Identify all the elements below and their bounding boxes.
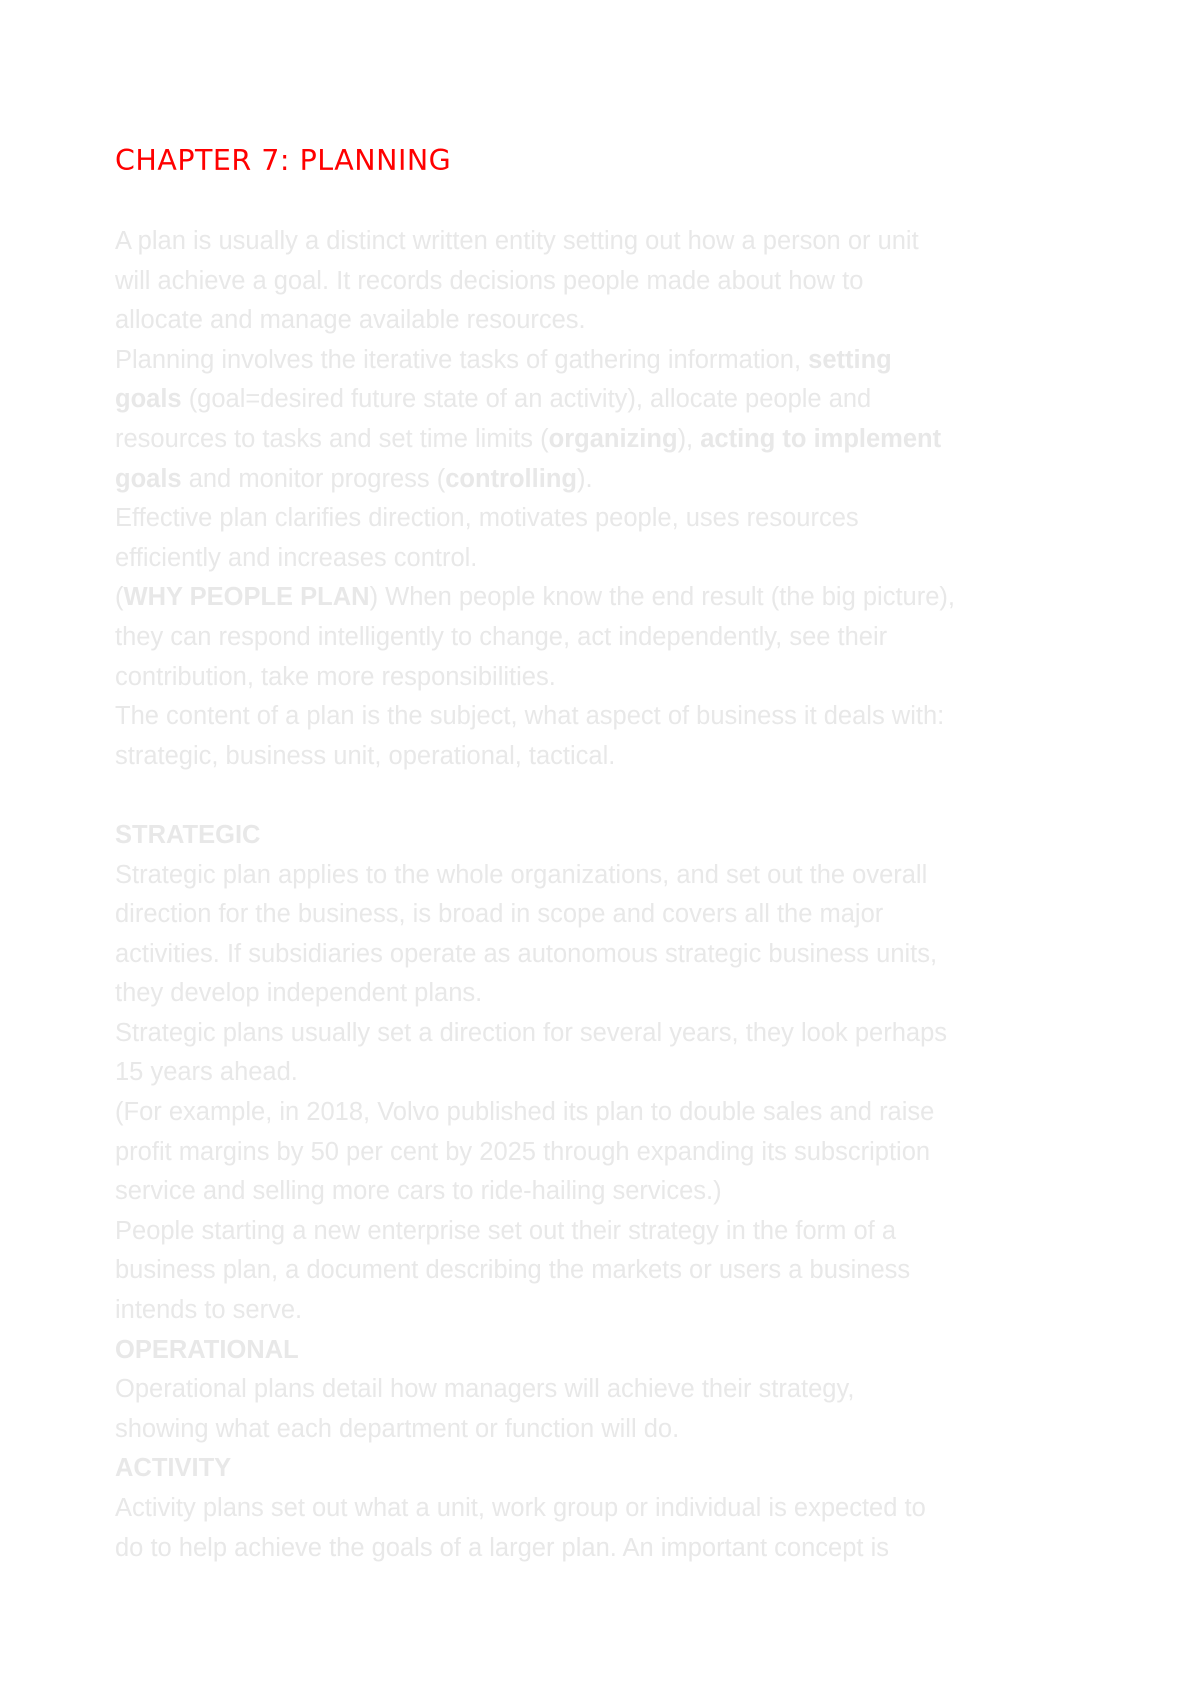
text-run: do to help achieve the goals of a larger plan. An important concept is [115,1533,889,1562]
text-line [115,974,1125,1014]
text-line [115,1489,1125,1529]
text-run: strategic, business unit, operational, tactical. [115,741,616,770]
text-run: Strategic plans usually set a direction for several years, they look perhaps [115,1018,948,1047]
bold-term: goals [115,385,182,414]
blank-line [115,776,1125,816]
text-run: profit margins by 50 per cent by 2025 through expanding its subscription [115,1137,931,1166]
text-run: they can respond intelligently to change, act independently, see their [115,622,888,651]
bold-term: controlling [445,464,577,493]
text-line [115,816,1125,856]
bold-term: STRATEGIC [115,820,261,849]
text-run: resources to tasks and set time limits ( [115,424,549,453]
text-line [115,578,1125,618]
bold-term: acting to implement [700,424,942,453]
text-run: service and selling more cars to ride-hailing services.) [115,1177,722,1206]
text-line [115,856,1125,896]
text-line [115,460,1125,500]
text-line [115,935,1125,975]
bold-term: OPERATIONAL [115,1335,299,1364]
text-run: A plan is usually a distinct written entity setting out how a person or unit [115,227,919,255]
bold-term: ACTIVITY [115,1454,232,1483]
text-line [115,1291,1125,1331]
bold-term: WHY PEOPLE PLAN [123,583,370,612]
text-run: intends to serve. [115,1296,303,1325]
text-line [115,380,1125,420]
text-line [115,1529,1125,1569]
text-run: business plan, a document describing the markets or users a business [115,1256,911,1285]
text-line [115,1331,1125,1371]
text-run: Strategic plan applies to the whole organizations, and set out the overall [115,860,928,889]
text-run: Planning involves the iterative tasks of gathering information, [115,345,809,374]
text-line [115,499,1125,539]
text-line [115,1251,1125,1291]
bold-term: organizing [548,424,678,453]
text-line [115,697,1125,737]
text-line [115,1093,1125,1133]
text-line [115,222,1125,262]
text-line [115,618,1125,658]
text-run: People starting a new enterprise set out their strategy in the form of a [115,1216,896,1245]
text-run: ( [115,583,124,612]
text-line [115,1172,1125,1212]
text-run: showing what each department or function will do. [115,1414,680,1443]
text-line [115,1014,1125,1054]
text-line [115,1133,1125,1173]
text-line [115,1410,1125,1450]
text-line [115,420,1125,460]
text-line [115,895,1125,935]
text-run: Activity plans set out what a unit, work group or individual is expected to [115,1494,926,1522]
text-run: and monitor progress ( [181,464,446,493]
text-run: contribution, take more responsibilities. [115,662,556,691]
bold-term: goals [115,464,182,493]
text-line [115,301,1125,341]
text-run: ). [576,464,593,493]
text-line [115,737,1125,777]
text-run: (goal=desired future state of an activity), allocate people and [181,385,872,414]
text-line [115,1449,1125,1489]
text-run: efficiently and increases control. [115,543,478,572]
text-run: allocate and manage available resources. [115,306,586,335]
text-line [115,658,1125,698]
text-run: activities. If subsidiaries operate as autonomous strategic business units, [115,939,938,968]
text-line [115,1370,1125,1410]
text-line [115,1053,1125,1093]
chapter-title: CHAPTER 7: PLANNING [115,144,452,177]
text-run: (For example, in 2018, Volvo published its plan to double sales and raise [115,1098,935,1127]
text-run: ), [677,424,701,453]
text-line [115,262,1125,302]
text-run: direction for the business, is broad in scope and covers all the major [115,900,884,929]
bold-term: setting [808,345,892,374]
text-line [115,341,1125,381]
text-line [115,1212,1125,1252]
text-run: ) When people know the end result (the big picture), [369,583,955,612]
text-run: Operational plans detail how managers will achieve their strategy, [115,1375,855,1404]
document-body [115,222,1125,1568]
text-run: Effective plan clarifies direction, motivates people, uses resources [115,504,859,533]
text-run: The content of a plan is the subject, what aspect of business it deals with: [115,702,945,731]
text-run: they develop independent plans. [115,979,483,1008]
text-run: will achieve a goal. It records decisions people made about how to [115,266,864,295]
text-run: 15 years ahead. [115,1058,298,1087]
text-line [115,539,1125,579]
